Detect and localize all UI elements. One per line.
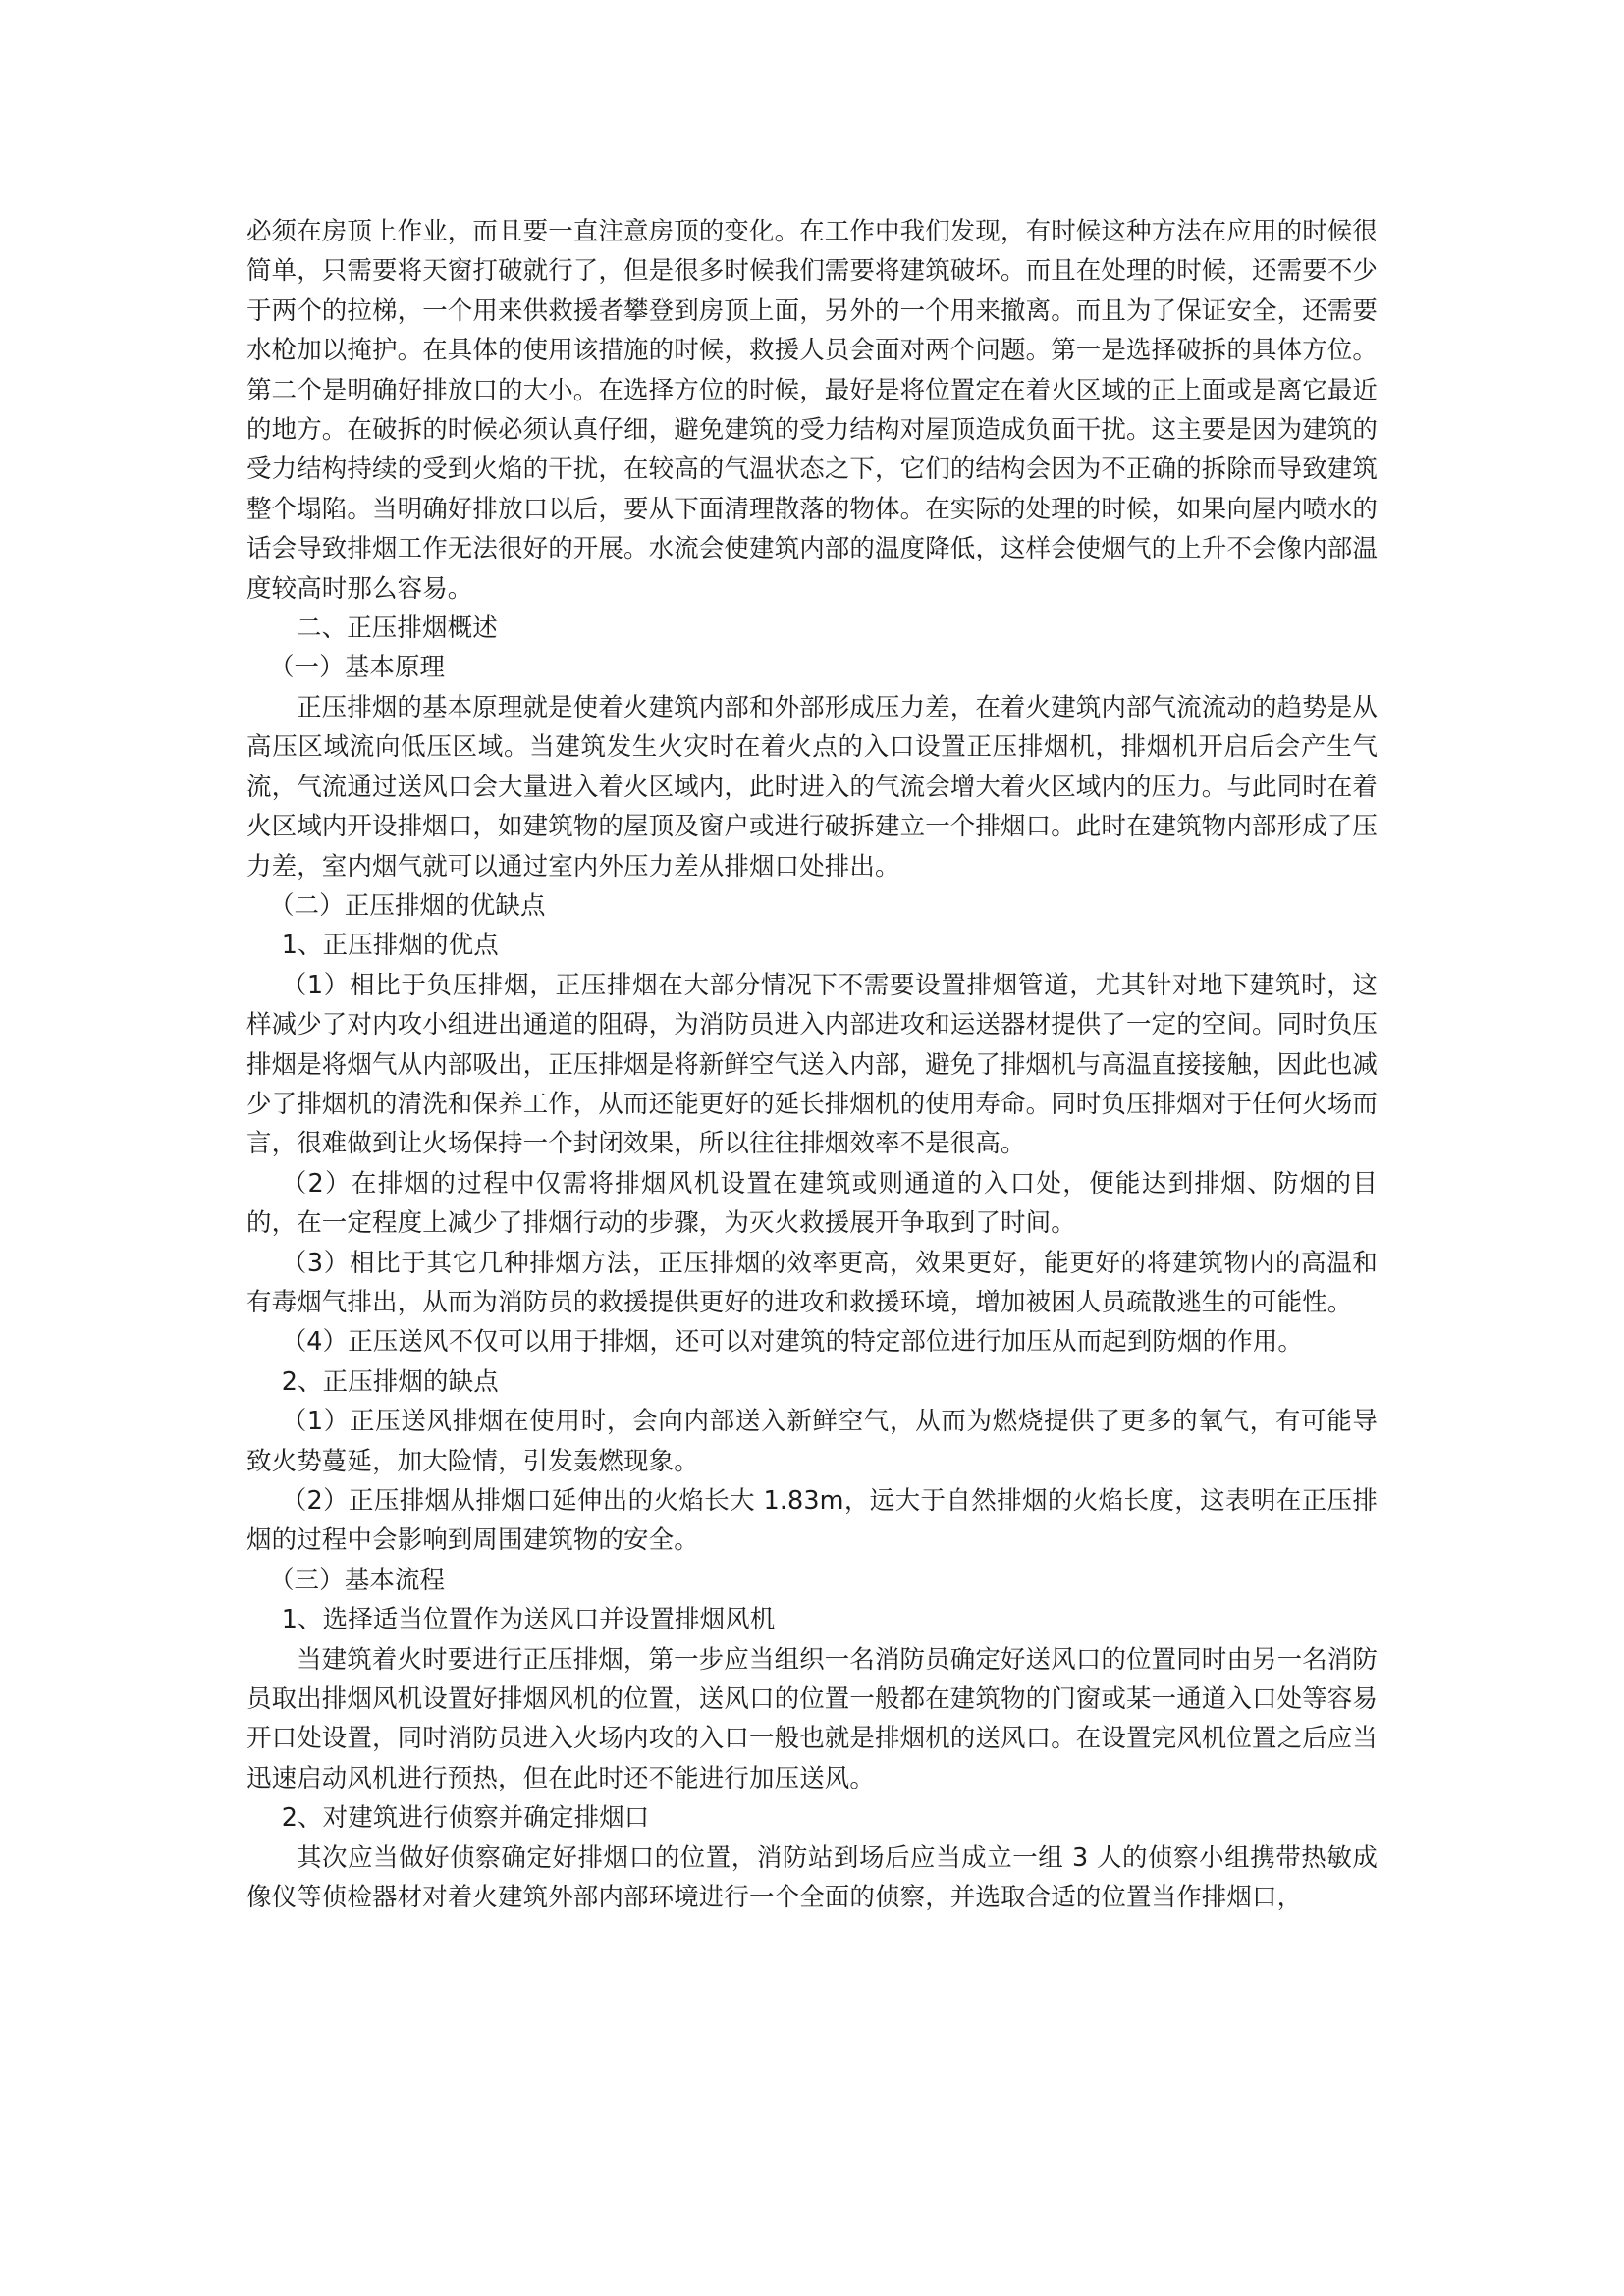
body-paragraph: （1）相比于负压排烟，正压排烟在大部分情况下不需要设置排烟管道，尤其针对地下建筑时，这样减少了对内攻小组进出通道的阻碍，为消防员进入内部进攻和运送器材提供了一定的空间。同时负压排烟是将烟气从内部吸出，正压排烟是将新鲜空气送入内部，避免了排烟机与高温直接接触，因此也减少了排烟机的清洗和保养工作，从而还能更好的延长排烟机的使用寿命。同时负压排烟对于任何火场而言，很难做到让火场保持一个封闭效果，所以往往排烟效率不是很高。 <box>246 970 1379 1159</box>
body-paragraph: （1）正压送风排烟在使用时，会向内部送入新鲜空气，从而为燃烧提供了更多的氧气，有可能导致火势蔓延，加大险情，引发轰燃现象。 <box>246 1407 1378 1476</box>
item-heading: 1、正压排烟的优点 <box>281 931 499 961</box>
subsection-heading: （二）正压排烟的优缺点 <box>268 890 546 921</box>
section-heading: 二、正压排烟概述 <box>297 614 498 644</box>
item-heading: 2、对建筑进行侦察并确定排烟口 <box>281 1803 650 1834</box>
subsection-heading: （三）基本流程 <box>268 1565 446 1595</box>
item-heading: 2、正压排烟的缺点 <box>281 1366 499 1397</box>
body-paragraph: 正压排烟的基本原理就是使着火建筑内部和外部形成压力差，在着火建筑内部气流流动的趋势是从高压区域流向低压区域。当建筑发生火灾时在着火点的入口设置正压排烟机，排烟机开启后会产生气流，气流通过送风口会大量进入着火区域内，此时进入的气流会增大着火区域内的压力。与此同时在着火区域内开设排烟口，如建筑物的屋顶及窗户或进行破拆建立一个排烟口。此时在建筑物内部形成了压力差，室内烟气就可以通过室内外压力差从排烟口处排出。 <box>246 692 1379 881</box>
body-paragraph: （3）相比于其它几种排烟方法，正压排烟的效率更高，效果更好，能更好的将建筑物内的高温和有毒烟气排出，从而为消防员的救援提供更好的进攻和救援环境，增加被困人员疏散逃生的可能性。 <box>246 1248 1378 1317</box>
document-body <box>246 212 1378 1917</box>
body-paragraph: （2）在排烟的过程中仅需将排烟风机设置在建筑或则通道的入口处，便能达到排烟、防烟的目的，在一定程度上减少了排烟行动的步骤，为灭火救援展开争取到了时间。 <box>246 1168 1378 1239</box>
body-paragraph: 必须在房顶上作业，而且要一直注意房顶的变化。在工作中我们发现，有时候这种方法在应用的时候很简单，只需要将天窗打破就行了，但是很多时候我们需要将建筑破坏。而且在处理的时候，还需要不少于两个的拉梯，一个用来供救援者攀登到房顶上面，另外的一个用来撤离。而且为了保证安全，还需要水枪加以掩护。在具体的使用该措施的时候，救援人员会面对两个问题。第一是选择破拆的具体方位。第二个是明确好排放口的大小。在选择方位的时候，最好是将位置定在着火区域的正上面或是离它最近的地方。在破拆的时候必须认真仔细，避免建筑的受力结构对屋顶造成负面干扰。这主要是因为建筑的受力结构持续的受到火焰的干扰，在较高的气温状态之下，它们的结构会因为不正确的拆除而导致建筑整个塌陷。当明确好排放口以后，要从下面清理散落的物体。在实际的处理的时候，如果向屋内喷水的话会导致排烟工作无法很好的开展。水流会使建筑内部的温度降低，这样会使烟气的上升不会像内部温度较高时那么容易。 <box>246 217 1379 604</box>
subsection-heading: （一）基本原理 <box>268 653 446 683</box>
item-heading: 1、选择适当位置作为送风口并设置排烟风机 <box>281 1605 776 1635</box>
body-paragraph: （4）正压送风不仅可以用于排烟，还可以对建筑的特定部位进行加压从而起到防烟的作用。 <box>281 1327 1304 1358</box>
body-paragraph: 当建筑着火时要进行正压排烟，第一步应当组织一名消防员确定好送风口的位置同时由另一名消防员取出排烟风机设置好排烟风机的位置，送风口的位置一般都在建筑物的门窗或某一通道入口处等容易开口处设置，同时消防员进入火场内攻的入口一般也就是排烟机的送风口。在设置完风机位置之后应当迅速启动风机进行预热，但在此时还不能进行加压送风。 <box>246 1644 1379 1793</box>
body-paragraph: （2）正压排烟从排烟口延伸出的火焰长大 1.83m，远大于自然排烟的火焰长度，这表明在正压排烟的过程中会影响到周围建筑物的安全。 <box>246 1486 1378 1556</box>
body-paragraph: 其次应当做好侦察确定好排烟口的位置，消防站到场后应当成立一组 3 人的侦察小组携带热敏成像仪等侦检器材对着火建筑外部内部环境进行一个全面的侦察，并选取合适的位置当作排烟口， <box>246 1842 1378 1913</box>
